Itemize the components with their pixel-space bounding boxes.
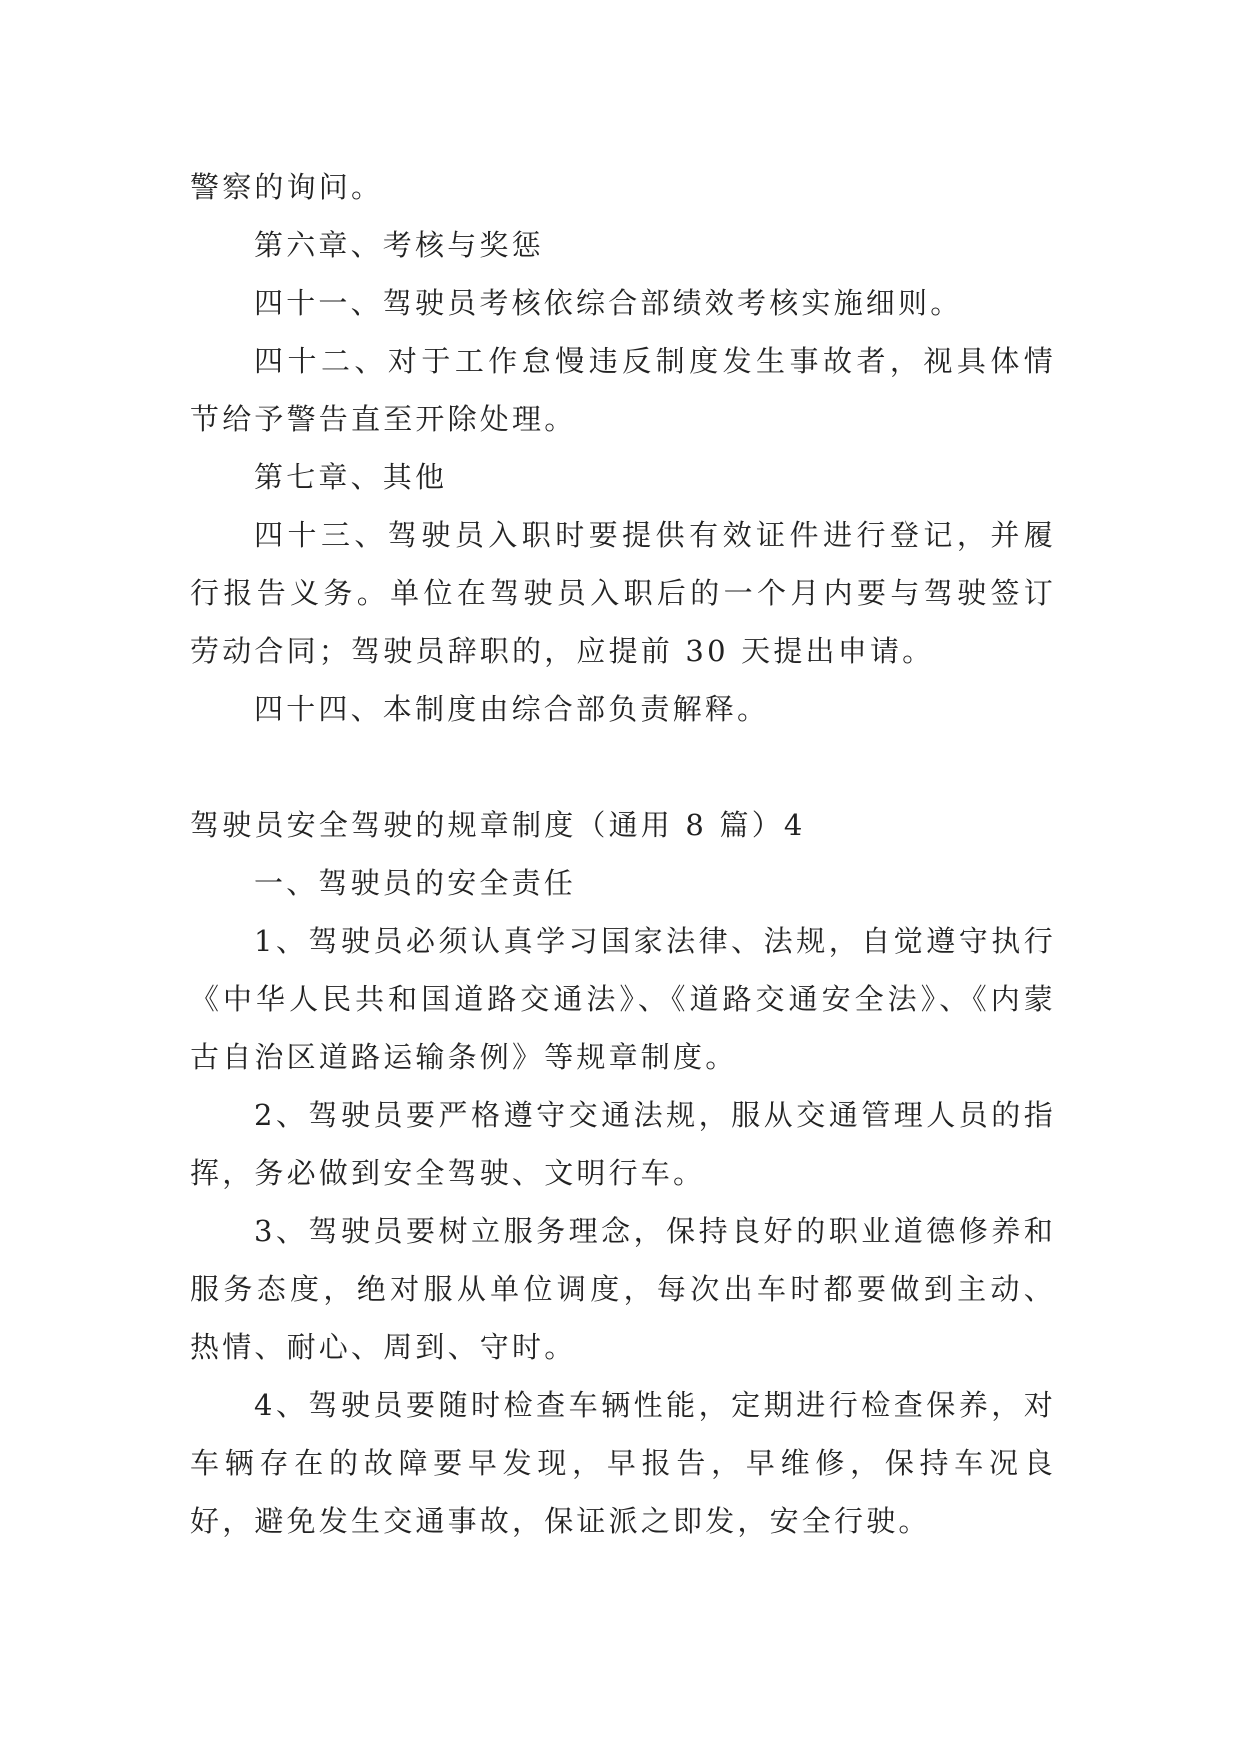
section-spacer xyxy=(190,738,1056,796)
rule-item-2: 2、驾驶员要严格遵守交通法规，服从交通管理人员的指挥，务必做到安全驾驶、文明行车。 xyxy=(190,1098,1056,1190)
section-title: 驾驶员安全驾驶的规章制度（通用 8 篇）4 xyxy=(190,808,806,842)
rule-item-4: 4、驾驶员要随时检查车辆性能，定期进行检查保养，对车辆存在的故障要早发现，早报告，早维修，保持车况良好，避免发生交通事故，保证派之即发，安全行驶。 xyxy=(190,1388,1056,1538)
section-heading-safety-responsibility: 一、驾驶员的安全责任 xyxy=(254,866,577,900)
article-41: 四十一、驾驶员考核依综合部绩效考核实施细则。 xyxy=(254,286,963,320)
paragraph-continuation: 警察的询问。 xyxy=(190,170,384,204)
article-42: 四十二、对于工作怠慢违反制度发生事故者，视具体情节给予警告直至开除处理。 xyxy=(190,344,1056,436)
rule-item-1: 1、驾驶员必须认真学习国家法律、法规，自觉遵守执行《中华人民共和国道路交通法》、《道路交通安全法》、《内蒙古自治区道路运输条例》等规章制度。 xyxy=(190,924,1056,1074)
chapter-heading-7: 第七章、其他 xyxy=(254,460,448,494)
chapter-heading-6: 第六章、考核与奖惩 xyxy=(254,228,544,262)
rule-item-3: 3、驾驶员要树立服务理念，保持良好的职业道德修养和服务态度，绝对服从单位调度，每次出车时都要做到主动、热情、耐心、周到、守时。 xyxy=(190,1214,1056,1364)
article-44: 四十四、本制度由综合部负责解释。 xyxy=(254,692,770,726)
document-body xyxy=(190,158,1056,1550)
article-43: 四十三、驾驶员入职时要提供有效证件进行登记，并履行报告义务。单位在驾驶员入职后的一个月内要与驾驶签订劳动合同；驾驶员辞职的，应提前 30 天提出申请。 xyxy=(190,518,1056,668)
